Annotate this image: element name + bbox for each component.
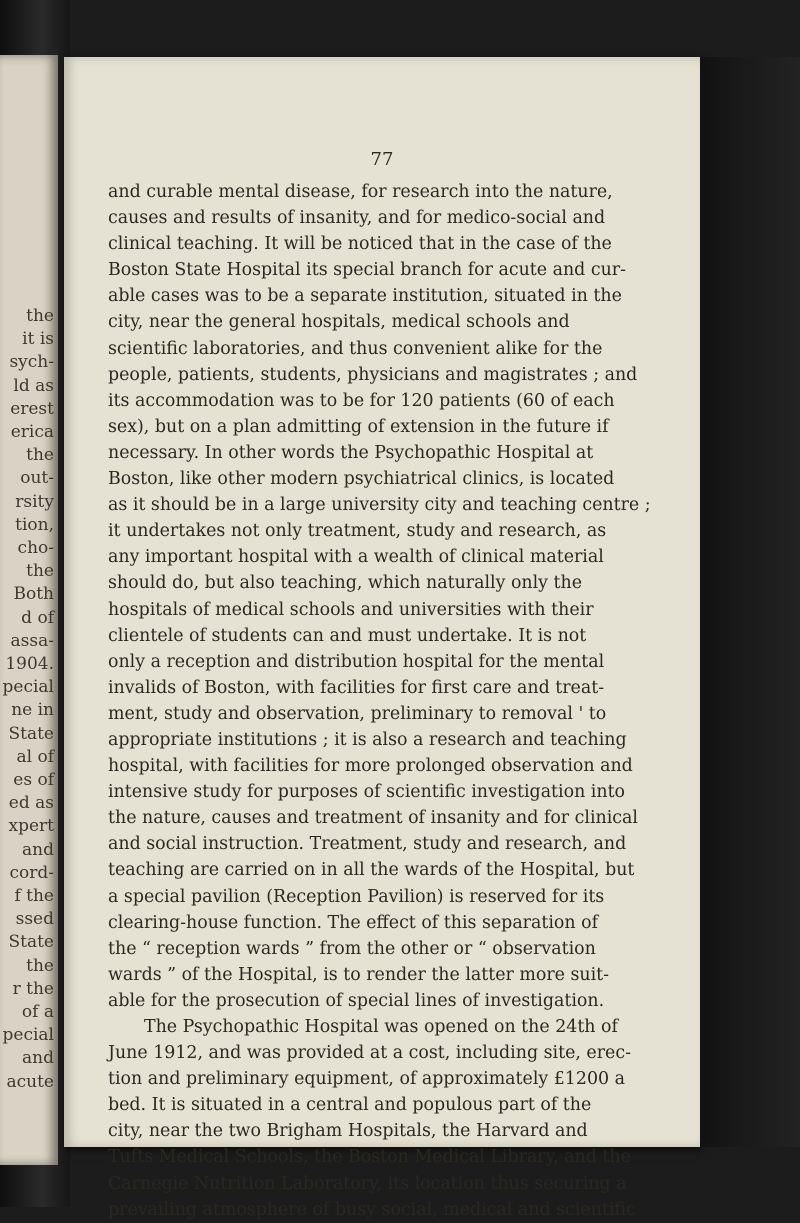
left-page-fragment: es of xyxy=(13,770,54,790)
text-line: able for the prosecution of special lines of investigation. xyxy=(108,990,605,1011)
left-page-fragment: of a xyxy=(21,1002,54,1022)
text-line: people, patients, students, physicians and magistrates ; and xyxy=(108,364,638,385)
left-page-fragment: cord- xyxy=(9,862,54,883)
left-page-fragment: acute xyxy=(6,1071,54,1092)
text-line: June 1912, and was provided at a cost, including site, erec- xyxy=(108,1043,631,1064)
left-page-fragment: and xyxy=(22,1048,54,1069)
text-line: only a reception and distribution hospital for the mental xyxy=(108,651,605,672)
left-page-fragment: d of xyxy=(21,607,54,628)
text-line: the nature, causes and treatment of insanity and for clinical xyxy=(108,808,638,829)
left-page-fragment: assa- xyxy=(10,630,54,651)
left-page-fragment: ne in xyxy=(11,700,54,721)
text-line: ment, study and observation, preliminary to removal ' to xyxy=(108,703,607,724)
left-page-edge xyxy=(0,55,58,1165)
left-page-fragment: 1904. xyxy=(5,654,54,674)
left-page-fragment: the xyxy=(26,561,54,582)
text-line: sex), but on a plan admitting of extension in the future if xyxy=(108,416,609,437)
text-line: a special pavilion (Reception Pavilion) is reserved for its xyxy=(108,886,605,907)
text-line: Boston State Hospital its special branch for acute and cur- xyxy=(108,260,626,281)
text-line: hospital, with facilities for more prolonged observation and xyxy=(108,756,633,777)
left-page-fragment: pecial xyxy=(2,677,54,698)
text-line: hospitals of medical schools and universities with their xyxy=(108,599,594,620)
left-page-fragment: al of xyxy=(16,746,54,767)
left-page-fragment: ld as xyxy=(13,375,54,396)
text-line: causes and results of insanity, and for medico-social and xyxy=(108,208,606,229)
left-page-fragment: the xyxy=(26,445,54,466)
text-line: the “ reception wards ” from the other or “ observation xyxy=(108,938,596,959)
text-line: as it should be in a large university city and teaching centre ; xyxy=(108,495,651,516)
text-line: Tufts Medical Schools, the Boston Medical Library, and the xyxy=(108,1147,631,1168)
left-page-fragment: out- xyxy=(20,468,54,489)
text-line: able cases was to be a separate institution, situated in the xyxy=(108,286,622,307)
text-line: Carnegie Nutrition Laboratory, its location thus securing a xyxy=(108,1173,627,1194)
left-page-fragment: rsity xyxy=(15,491,54,512)
left-page-fragment: State xyxy=(8,723,54,744)
left-page-fragment: pecial xyxy=(2,1025,54,1046)
paragraph-1 xyxy=(108,179,651,1014)
paragraph-2 xyxy=(108,1014,636,1223)
text-line: clearing-house function. The effect of this separation of xyxy=(108,912,599,933)
left-page-fragment: State xyxy=(8,932,54,953)
text-line: clientele of students can and must undertake. It is not xyxy=(108,625,587,646)
left-page-fragment: the xyxy=(26,306,54,326)
left-page-fragment: r the xyxy=(12,978,54,999)
text-line: The Psychopathic Hospital was opened on the 24th of xyxy=(144,1017,618,1037)
left-page-fragment: and xyxy=(22,839,54,860)
text-line: and curable mental disease, for research into the nature, xyxy=(108,182,613,202)
text-line: it undertakes not only treatment, study and research, as xyxy=(108,521,607,542)
left-page-fragment: cho- xyxy=(17,538,54,558)
text-line: scientific laboratories, and thus convenient alike for the xyxy=(108,338,603,359)
text-line: intensive study for purposes of scientific investigation into xyxy=(108,782,626,803)
text-line: bed. It is situated in a central and populous part of the xyxy=(108,1095,592,1116)
left-page-fragment: the xyxy=(26,955,54,976)
page-number: 77 xyxy=(370,149,394,170)
text-line: its accommodation was to be for 120 patients (60 of each xyxy=(108,390,615,411)
text-line: tion and preliminary equipment, of approximately £1200 a xyxy=(108,1069,625,1090)
text-line: clinical teaching. It will be noticed that in the case of the xyxy=(108,234,612,255)
left-page-fragment: sych- xyxy=(9,352,54,373)
text-line: and social instruction. Treatment, study and research, and xyxy=(108,834,627,855)
right-margin-shadow xyxy=(700,57,800,1147)
left-page-fragment: erica xyxy=(10,422,54,442)
text-line: any important hospital with a wealth of clinical material xyxy=(108,547,604,568)
book-page xyxy=(64,57,700,1220)
text-line: invalids of Boston, with facilities for first care and treat- xyxy=(108,677,605,698)
left-page-fragment: ed as xyxy=(8,793,54,814)
left-page-fragment: f the xyxy=(14,886,54,906)
text-line: Boston, like other modern psychiatrical clinics, is located xyxy=(108,469,615,490)
text-line: city, near the general hospitals, medical schools and xyxy=(108,312,570,333)
text-line: necessary. In other words the Psychopathic Hospital at xyxy=(108,442,594,463)
left-page-fragment: it is xyxy=(22,329,54,350)
text-line: wards ” of the Hospital, is to render the latter more suit- xyxy=(108,964,610,985)
left-page-fragment: erest xyxy=(10,398,54,419)
left-page-fragment: ssed xyxy=(15,909,54,930)
left-page-fragment: tion, xyxy=(15,514,54,535)
text-line: appropriate institutions ; it is also a research and teaching xyxy=(108,729,627,750)
left-page-fragment: xpert xyxy=(8,816,54,837)
text-line: teaching are carried on in all the wards of the Hospital, but xyxy=(108,860,635,881)
page-body-text xyxy=(108,179,651,1223)
text-line: prevailing atmosphere of busy social, medical and scientific xyxy=(108,1199,636,1220)
left-page-fragment: Both xyxy=(13,584,54,605)
text-line: city, near the two Brigham Hospitals, the Harvard and xyxy=(108,1121,588,1142)
text-line: should do, but also teaching, which naturally only the xyxy=(108,573,583,594)
